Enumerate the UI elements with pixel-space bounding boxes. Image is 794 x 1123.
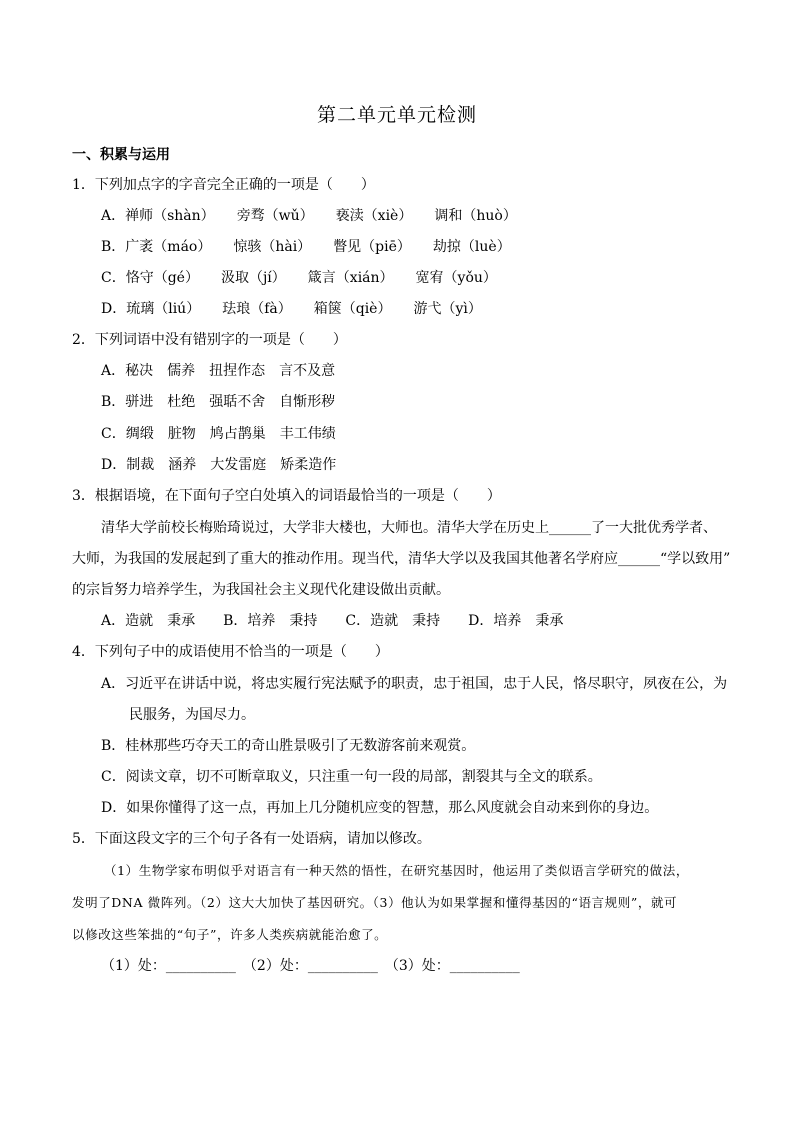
question-1-option-d bbox=[101, 300, 482, 318]
question-1-option-a bbox=[101, 207, 517, 225]
question-2-option-d: D．制裁 涵养 大发雷庭 矫柔造作 bbox=[101, 457, 337, 473]
option-item: 亵渎（xiè） bbox=[335, 208, 413, 224]
question-1-option-b bbox=[101, 238, 511, 256]
option-item: 劫掠（luè） bbox=[432, 239, 511, 255]
option-item: 箱箧（qiè） bbox=[313, 301, 392, 317]
option-item: 调和（huò） bbox=[434, 208, 517, 224]
option-item: 游弋（yì） bbox=[413, 301, 482, 317]
option-item: C．恪守（gé） bbox=[101, 270, 199, 286]
option-item: 箴言（xián） bbox=[307, 270, 394, 286]
option-item: B．广袤（máo） bbox=[101, 239, 212, 255]
question-5-stem: 5．下面这段文字的三个句子各有一处语病，请加以修改。 bbox=[72, 831, 431, 847]
option-item: 旁骛（wǔ） bbox=[236, 208, 314, 224]
question-4-option-b: B．桂林那些巧夺天工的奇山胜景吸引了无数游客前来观赏。 bbox=[101, 738, 476, 754]
question-5-passage-line-2: 发明了DNA 微阵列。（2）这大大加快了基因研究。（3）他认为如果掌握和懂得基因的“语言规则”，就可 bbox=[72, 895, 678, 910]
question-2-stem: 2．下列词语中没有错别字的一项是（ ） bbox=[72, 332, 347, 348]
question-3-passage-line-3: 的宗旨努力培养学生，为我国社会主义现代化建设做出贡献。 bbox=[72, 582, 450, 598]
option-item: 珐琅（fà） bbox=[222, 301, 292, 317]
question-3-passage-line-1: 清华大学前校长梅贻琦说过，大学非大楼也，大师也。清华大学在历史上______了一大批优秀学者、 bbox=[101, 520, 717, 536]
question-3-stem: 3．根据语境，在下面句子空白处填入的词语最恰当的一项是（ ） bbox=[72, 488, 501, 504]
question-1-stem: 1．下列加点字的字音完全正确的一项是（ ） bbox=[72, 177, 375, 193]
question-3-passage-line-2: 大师，为我国的发展起到了重大的推动作用。现当代，清华大学以及我国其他著名学府应______“学以致用” bbox=[72, 551, 731, 567]
option-item: A．禅师（shàn） bbox=[101, 208, 215, 224]
question-5-passage-line-3: 以修改这些笨拙的“句子”，许多人类疾病就能治愈了。 bbox=[72, 927, 388, 942]
question-3-options: A．造就 秉承 B．培养 秉持 C．造就 秉持 D．培养 秉承 bbox=[101, 613, 564, 629]
option-item: 宽宥（yǒu） bbox=[415, 270, 497, 286]
question-4-option-d: D．如果你懂得了这一点，再加上几分随机应变的智慧，那么风度就会自动来到你的身边。 bbox=[101, 800, 659, 816]
section-heading: 一、积累与运用 bbox=[72, 147, 170, 163]
question-4-option-c: C．阅读文章，切不可断章取义，只注重一句一段的局部，割裂其与全文的联系。 bbox=[101, 769, 602, 785]
question-4-stem: 4．下列句子中的成语使用不恰当的一项是（ ） bbox=[72, 644, 389, 660]
question-5-answer-blanks[interactable]: （1）处：__________ （2）处：__________ （3）处：__________ bbox=[101, 958, 520, 974]
question-1-option-c bbox=[101, 269, 497, 287]
page-title: 第二单元单元检测 bbox=[316, 104, 477, 126]
question-4-option-a: A．习近平在讲话中说，将忠实履行宪法赋予的职责，忠于祖国，忠于人民，恪尽职守，夙夜在公，为 bbox=[101, 676, 728, 692]
option-item: 汲取（jí） bbox=[220, 270, 286, 286]
question-4-option-a-continued: 民服务，为国尽力。 bbox=[129, 707, 255, 723]
question-2-option-c: C．绸缎 脏物 鸠占鹊巢 丰工伟绩 bbox=[101, 426, 336, 442]
question-2-option-a: A．秘决 儒养 扭捏作态 言不及意 bbox=[101, 363, 336, 379]
option-item: 惊骇（hài） bbox=[233, 239, 312, 255]
question-2-option-b: B．骈进 杜绝 强聒不舍 自惭形秽 bbox=[101, 394, 336, 410]
option-item: D．琉璃（liú） bbox=[101, 301, 201, 317]
question-5-passage-line-1: （1）生物学家布明似乎对语言有一种天然的悟性，在研究基因时，他运用了类似语言学研究的做法， bbox=[104, 863, 689, 878]
option-item: 瞥见（piē） bbox=[333, 239, 411, 255]
